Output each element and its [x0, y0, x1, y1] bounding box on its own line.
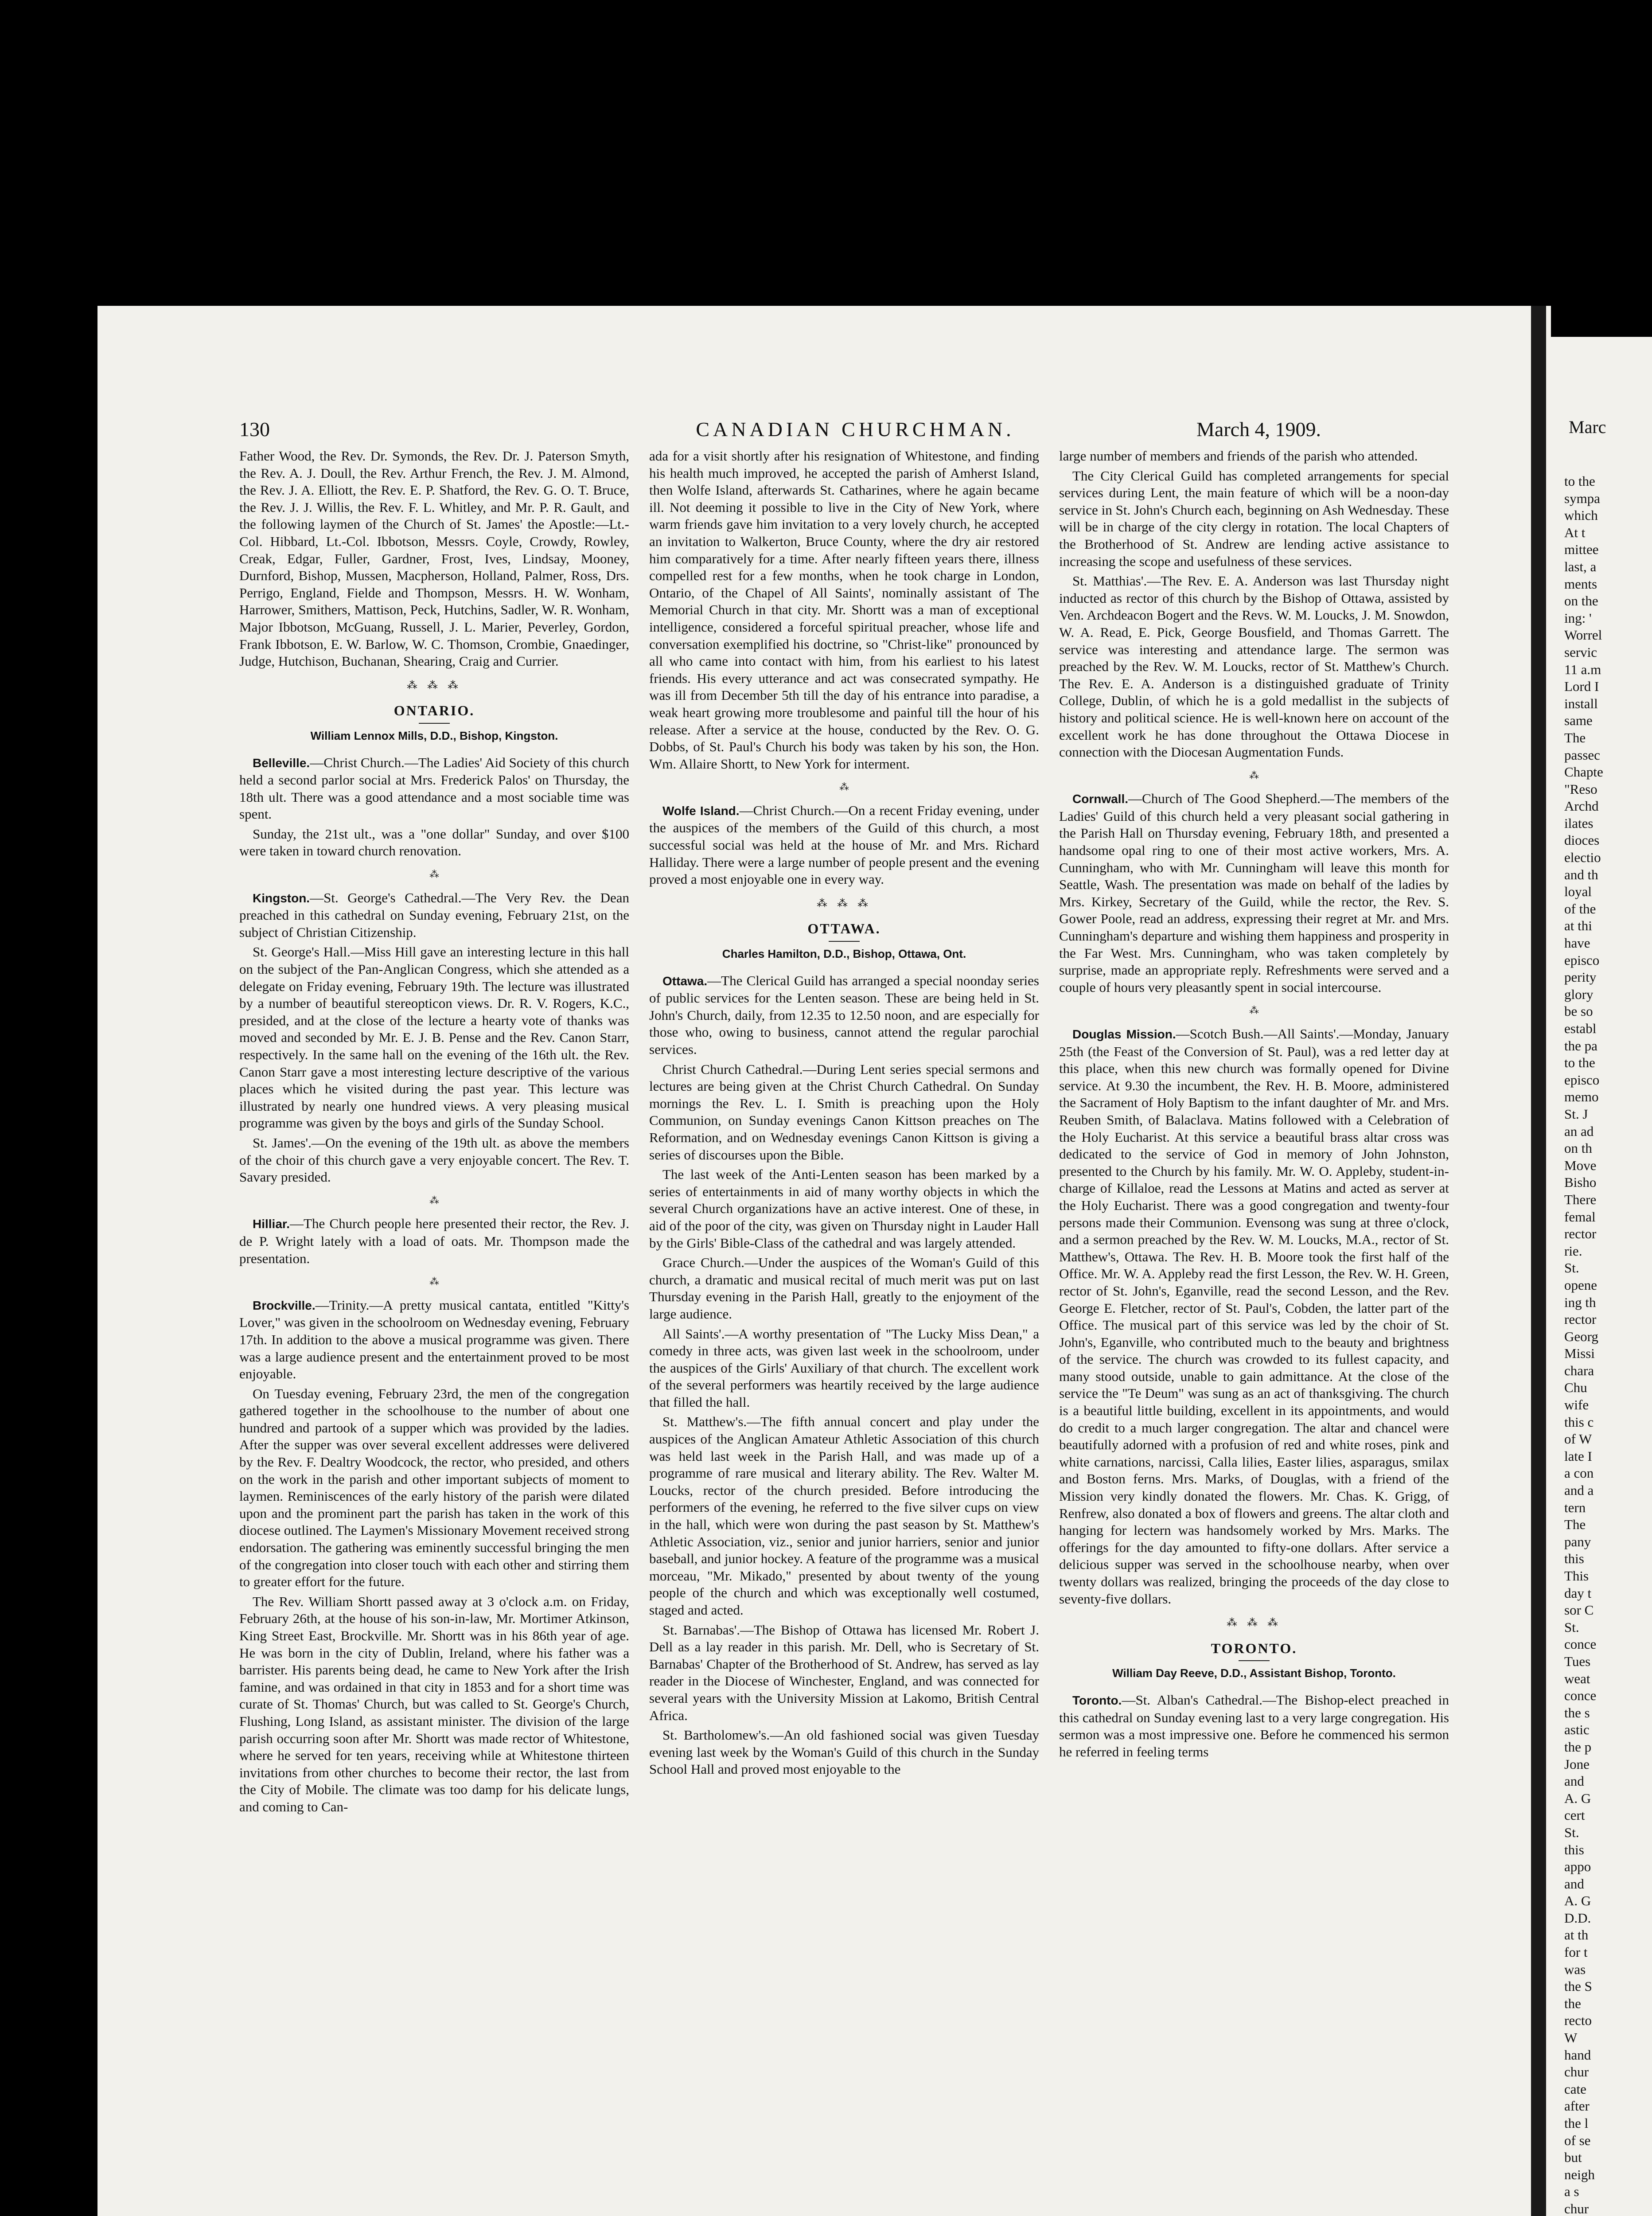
- next-page-line: tern: [1564, 1499, 1586, 1515]
- next-page-line: episco: [1564, 1072, 1600, 1088]
- page-number: 130: [239, 418, 270, 441]
- next-page-line: but: [1564, 2150, 1582, 2165]
- place-name: Cornwall.: [1072, 792, 1129, 806]
- next-page-line: servic: [1564, 644, 1597, 660]
- paragraph: large number of members and friends of the parish who attended.: [1059, 448, 1418, 464]
- next-page-line: ments: [1564, 576, 1597, 592]
- section-ornament: ⁂ ⁂ ⁂: [1227, 1617, 1282, 1629]
- next-page-line: electio: [1564, 850, 1601, 866]
- next-page-line: at th: [1564, 1927, 1589, 1943]
- next-page-line: a s: [1564, 2184, 1579, 2200]
- section-ornament: ⁂ ⁂ ⁂: [407, 679, 462, 691]
- next-page-line: The: [1564, 730, 1586, 745]
- next-page-line: This: [1564, 1568, 1589, 1584]
- next-page-line: rector: [1564, 1226, 1597, 1242]
- place-name: Belleville.: [253, 756, 310, 770]
- next-page-line: on th: [1564, 1140, 1592, 1156]
- next-page-lines: [1551, 473, 1652, 2216]
- next-page-edge: [1551, 337, 1652, 2216]
- next-page-line: The: [1564, 1517, 1586, 1533]
- next-page-line: of se: [1564, 2132, 1591, 2148]
- next-page-line: mittee: [1564, 542, 1599, 558]
- paragraph: Cornwall.—Church of The Good Shepherd.—The members of the Ladies' Guild of this church held a very pleasant social gathering in the Parish Hall on Thursday evening, February 18th, and presented a handsome opal ring to one of their most active workers, Mrs. A. Cunningham, who with Mr. Cunningham will leave this month for Seattle, Wash. The presentation was made on behalf of the ladies by Mrs. Kirkey, Secretary of the Guild, while the rector, the Rev. S. Gower Poole, read an address, expressing their regret at Mr. and Mrs. Cunningham's departure and wishing them happiness and prosperity in the Far West. Mrs. Cunningham, who was taken completely by surprise, made an appropriate reply. Refreshments were served and a couple of hours very pleasantly spent in social intercourse.: [1059, 791, 1449, 995]
- paragraph: St. Bartholomew's.—An old fashioned social was given Tuesday evening last week by the Woman's Guild of this church in the Sunday School Hall and proved most enjoyable to the: [649, 1727, 1039, 1777]
- next-page-line: have: [1564, 935, 1590, 951]
- next-page-line: chur: [1564, 2064, 1589, 2080]
- next-page-line: for t: [1564, 1944, 1588, 1960]
- paragraph: Kingston.—St. George's Cathedral.—The Very Rev. the Dean preached in this cathedral on Sunday evening, February 21st, on the subject of Christian Citizenship.: [239, 890, 629, 940]
- next-page-line: W: [1564, 2030, 1578, 2046]
- next-page-line: D.D.: [1564, 1910, 1591, 1926]
- next-page-line: "Reso: [1564, 781, 1597, 797]
- next-page-line: the pa: [1564, 1038, 1597, 1053]
- next-page-line: appo: [1564, 1859, 1591, 1875]
- paragraph: St. Barnabas'.—The Bishop of Ottawa has licensed Mr. Robert J. Dell as a lay reader in this parish. Mr. Dell, who is Secretary of St. Barnabas' Chapter of the Brotherhood of St. Andrew, has served as lay reader in the Diocese of Winchester, England, and was connected for several years with the University Mission at Lakomo, British Central Africa.: [649, 1622, 1039, 1723]
- section-heading-ontario: ONTARIO.: [394, 702, 475, 719]
- next-page-line: astic: [1564, 1722, 1590, 1738]
- paragraph: St. Matthias'.—The Rev. E. A. Anderson was last Thursday night inducted as rector of this church by the Bishop of Ottawa, assisted by Ven. Archdeacon Bogert and the Revs. W. M. Loucks, J. M. Snowdon, W. A. Read, E. Pick, George Bousfield, and Thomas Garrett. The service was interesting and attendance large. The sermon was preached by the Rev. W. M. Loucks, rector of St. Matthew's Church. The Rev. E. A. Anderson is a distinguished graduate of Trinity College, Dublin, of which he is a gold medallist in the subjects of history and political science. He is well-known here on account of the excellent work he has done throughout the Ottawa Diocese in connection with the Diocesan Augmentation Funds.: [1059, 573, 1449, 760]
- next-page-line: same: [1564, 713, 1593, 729]
- place-name: Kingston.: [253, 891, 310, 905]
- next-page-line: conce: [1564, 1688, 1597, 1704]
- next-page-line: after: [1564, 2098, 1590, 2114]
- paragraph: Ottawa.—The Clerical Guild has arranged a special noonday series of public services for the Lenten season. These are being held in St. John's Church, daily, from 12.35 to 12.50 noon, and are especially for those who, owing to business, cannot attend the regular parochial services.: [649, 972, 1039, 1057]
- next-page-line: and a: [1564, 1483, 1594, 1498]
- next-page-line: Jone: [1564, 1756, 1590, 1772]
- item-ornament: ⁂: [429, 1194, 439, 1206]
- next-page-line: which: [1564, 507, 1598, 523]
- next-page-line: A. G: [1564, 1790, 1591, 1806]
- next-page-line: Bisho: [1564, 1174, 1597, 1190]
- next-page-line: sympa: [1564, 490, 1600, 506]
- next-page-line: Lord I: [1564, 679, 1599, 694]
- paragraph: Father Wood, the Rev. Dr. Symonds, the Rev. Dr. J. Paterson Smyth, the Rev. A. J. Doull, the Rev. Arthur French, the Rev. J. M. Almond, the Rev. J. A. Elliott, the Rev. E. P. Shatford, the Rev. G. O. T. Bruce, the Rev. J. J. Willis, the Rev. F. L. Whitley, and Mr. P. R. Gault, and the following laymen of the Church of St. James' the Apostle:—Lt.-Col. Hibbard, Lt.-Col. Ibbotson, Messrs. Coyle, Crowdy, Rowley, Creak, Edgar, Fuller, Gardner, Frost, Ives, Lindsay, Mooney, Durnford, Bishop, Mussen, Macpherson, Holland, Palmer, Ross, Drs. Perrigo, England, Fielde and Thompson, Messrs. H. W. Wonham, Harrower, Smithers, Mattison, Peck, Hutchins, Sadler, W. R. Wonham, Major Ibbotson, McGuang, Russell, J. L. Marier, Peverley, Gordon, Frank Ibbotson, E. W. Barlow, W. C. Thomson, Crombie, Gnaedinger, Judge, Hutchison, Buchanan, Shearing, Craig and Currier.: [239, 448, 629, 669]
- divider: [1239, 1660, 1270, 1661]
- next-page-line: was: [1564, 1961, 1586, 1977]
- next-page-line: loyal: [1564, 884, 1592, 900]
- paragraph: Grace Church.—Under the auspices of the Woman's Guild of this church, a dramatic and musical recital of much merit was put on last Thursday evening in the Parish Hall, greatly to the enjoyment of the large audience.: [649, 1255, 1039, 1322]
- next-page-line: this: [1564, 1841, 1584, 1857]
- next-page-header: Marc: [1569, 417, 1606, 437]
- next-page-line: late I: [1564, 1448, 1592, 1464]
- next-page-line: be so: [1564, 1003, 1593, 1019]
- next-page-line: at thi: [1564, 918, 1592, 934]
- next-page-line: A. G: [1564, 1893, 1591, 1909]
- paragraph: Christ Church Cathedral.—During Lent series special sermons and lectures are being given at the Christ Church Cathedral. On Sunday mornings the Rev. L. I. Smith is preaching upon the Holy Communion, on Sunday evenings Canon Kittson preaches on The Reformation, and on Wednesday evenings Canon Kittson is giving a series of discourses upon the Bible.: [649, 1061, 1039, 1163]
- next-page-line: St. J: [1564, 1106, 1588, 1122]
- next-page-line: cate: [1564, 2081, 1586, 2097]
- next-page-line: the p: [1564, 1739, 1592, 1755]
- place-name: Toronto.: [1072, 1693, 1122, 1707]
- divider: [829, 941, 860, 942]
- next-page-line: glory: [1564, 986, 1594, 1002]
- next-page-line: ing th: [1564, 1294, 1596, 1310]
- item-ornament: ⁂: [429, 869, 439, 880]
- next-page-line: sor C: [1564, 1602, 1594, 1618]
- next-page-line: day t: [1564, 1585, 1592, 1601]
- paragraph: The last week of the Anti-Lenten season has been marked by a series of entertainments in aid of many worthy objects in which the several Church organizations have an active interest. One of these, in aid of the poor of the city, was given on Thursday night in Lauder Hall by the Girls' Bible-Class of the cathedral and was largely attended.: [649, 1167, 1039, 1251]
- paragraph: Toronto.—St. Alban's Cathedral.—The Bishop-elect preached in this cathedral on Sunday evening last to a very large congregation. His sermon was a most impressive one. Before he commenced his sermon he referred in feeling terms: [1059, 1692, 1449, 1760]
- column-3: [1059, 448, 1449, 1763]
- next-page-line: on the: [1564, 593, 1598, 609]
- next-page-line: the l: [1564, 2115, 1589, 2131]
- next-page-line: dioces: [1564, 832, 1600, 848]
- next-page-line: Archd: [1564, 798, 1599, 814]
- paragraph: On Tuesday evening, February 23rd, the men of the congregation gathered together in the schoolhouse to the number of about one hundred and partook of a supper which was provided by the ladies. After the supper was over several excellent addresses were delivered by the Rev. F. Dealtry Woodcock, the rector, who presided, and others on the work in the parish and other important subjects of moment to laymen. Reminiscences of the early history of the parish were dilated upon and the prominent part the parish has taken in the work of this diocese outlined. The Laymen's Missionary Movement received strong endorsation. The gathering was eminently successful bringing the men of the congregation into closer touch with each other and stirring them to greater effort for the future.: [239, 1385, 629, 1590]
- paragraph: Wolfe Island.—Christ Church.—On a recent Friday evening, under the auspices of the members of the Guild of this church, a most successful social was held at the house of Mr. and Mrs. Richard Halliday. There were a large number of people present and the evening proved a most enjoyable one in every way.: [649, 802, 1040, 887]
- next-page-line: Georg: [1564, 1328, 1598, 1344]
- place-name: Ottawa.: [662, 974, 708, 988]
- paragraph: Belleville.—Christ Church.—The Ladies' Aid Society of this church held a second parlor social at Mrs. Frederick Palos' on Thursday, the 18th ult. There was a good attendance and a most sociable time was spent.: [239, 754, 629, 822]
- column-1: [239, 448, 629, 1818]
- next-page-line: establ: [1564, 1021, 1597, 1036]
- place-name: Douglas Mission.: [1072, 1027, 1176, 1041]
- next-page-line: St.: [1564, 1619, 1579, 1635]
- bishop-line: William Lennox Mills, D.D., Bishop, Kingston.: [310, 729, 558, 742]
- next-page-line: to the: [1564, 1055, 1595, 1071]
- next-page-line: of the: [1564, 901, 1596, 917]
- next-page-line: to the: [1564, 473, 1595, 489]
- next-page-line: perity: [1564, 969, 1597, 985]
- next-page-line: and: [1564, 1876, 1584, 1892]
- divider: [419, 723, 450, 724]
- paragraph: Sunday, the 21st ult., was a "one dollar" Sunday, and over $100 were taken in toward church renovation.: [239, 826, 629, 859]
- next-page-line: Tues: [1564, 1653, 1591, 1669]
- next-page-line: St.: [1564, 1260, 1579, 1276]
- next-page-line: cert: [1564, 1807, 1585, 1823]
- place-name: Brockville.: [253, 1298, 316, 1312]
- paragraph: Hilliar.—The Church people here presented their rector, the Rev. J. de P. Wright lately with a load of oats. Mr. Thompson made the presentation.: [239, 1216, 629, 1266]
- next-page-line: hand: [1564, 2047, 1591, 2063]
- next-page-line: an ad: [1564, 1123, 1594, 1139]
- next-page-line: ilates: [1564, 815, 1594, 831]
- next-page-line: and: [1564, 1773, 1584, 1789]
- next-page-line: 11 a.m: [1564, 661, 1601, 677]
- paragraph: The Rev. William Shortt passed away at 3 o'clock a.m. on Friday, February 26th, at the house of his son-in-law, Mr. Mortimer Atkinson, King Street East, Brockville. Mr. Shortt was in his 86th year of age. He was born in the city of Dublin, Ireland, where his father was a barrister. His parents being dead, he came to New York after the Irish famine, and was ordained in that city in 1853 and for a short time was curate of St. Thomas' Church, but was called to St. George's Church, Flushing, Long Island, as assistant minister. The division of the large parish occurring soon after Mr. Shortt was made rector of Whitestone, where he served for ten years, receiving while at Whitestone thirteen invitations from other churches to become their rector, the last from the City of Mobile. The climate was too damp for his delicate lungs, and coming to Can-: [239, 1593, 629, 1814]
- next-page-line: weat: [1564, 1670, 1590, 1686]
- next-page-line: the S: [1564, 1978, 1592, 1994]
- next-page-line: opene: [1564, 1277, 1597, 1293]
- paragraph: All Saints'.—A worthy presentation of "The Lucky Miss Dean," a comedy in three acts, was given last week in the schoolroom, under the auspices of the Girls' Auxiliary of that church. The excellent work of the several performers was heartily received by the large audience that filled the hall.: [649, 1326, 1039, 1410]
- next-page-line: At t: [1564, 524, 1586, 540]
- next-page-line: the: [1564, 1995, 1581, 2011]
- next-page-line: last, a: [1564, 558, 1597, 574]
- paragraph: Brockville.—Trinity.—A pretty musical cantata, entitled "Kitty's Lover," was given in the schoolroom on Wednesday evening, February 17th. In addition to the above a musical programme was given. There was a large audience present and the entertainment proved to be most enjoyable.: [239, 1297, 629, 1382]
- page-gutter: [1531, 306, 1546, 2216]
- next-page-line: the s: [1564, 1705, 1590, 1721]
- next-page-line: St.: [1564, 1824, 1579, 1840]
- column-2: [649, 448, 1039, 1781]
- item-ornament: ⁂: [839, 781, 849, 793]
- next-page-line: of W: [1564, 1431, 1592, 1447]
- next-page-line: chara: [1564, 1362, 1594, 1378]
- next-page-line: Move: [1564, 1157, 1597, 1173]
- next-page-line: femal: [1564, 1209, 1596, 1225]
- next-page-line: Chapte: [1564, 764, 1603, 780]
- paragraph: St. Matthew's.—The fifth annual concert and play under the auspices of the Anglican Amateur Athletic Association of this church was held last week in the Parish Hall, and was made up of a programme of rare musical and literary ability. The Rev. Walter M. Loucks, rector of the church presided. Before introducing the performers of the evening, he referred to the five silver cups on view in the hall, which were won during the past season by St. Matthew's Athletic Association, viz., senior and junior harriers, senior and junior baseball, and junior hockey. A feature of the programme was a musical morceau, "Mr. Mikado," presented by about twenty of the young people of the church and which was exceptionally well costumed, staged and acted.: [649, 1414, 1039, 1618]
- next-page-line: passec: [1564, 747, 1600, 763]
- bishop-line: William Day Reeve, D.D., Assistant Bishop, Toronto.: [1112, 1666, 1396, 1680]
- next-page-line: and th: [1564, 866, 1598, 882]
- paragraph: The City Clerical Guild has completed arrangements for special services during Lent, the main feature of which will be a noon-day service in St. John's Church each, beginning on Ash Wednesday. These will be in charge of the city clergy in rotation. The local Chapters of the Brotherhood of St. Andrew are lending active assistance to increasing the scope and usefulness of these services.: [1059, 468, 1449, 569]
- section-heading-toronto: TORONTO.: [1211, 1640, 1297, 1656]
- next-page-line: a con: [1564, 1465, 1594, 1481]
- next-page-line: rie.: [1564, 1243, 1582, 1259]
- item-ornament: ⁂: [1249, 769, 1259, 781]
- paragraph: St. George's Hall.—Miss Hill gave an interesting lecture in this hall on the subject of the Pan-Anglican Congress, which she attended as a delegate on Friday evening, February 19th. The lecture was illustrated by a number of beautiful stereopticon views. Dr. R. V. Rogers, K.C., presided, and at the close of the lecture a hearty vote of thanks was moved and seconded by Mr. E. J. B. Pense and the Rev. Canon Starr, respectively. In the same hall on the evening of the 16th ult. the Rev. Canon Starr gave a most interesting lecture descriptive of the various places which he visited during the past year. This lecture was illustrated by nearly one hundred views. A very pleasing musical programme was given by the boys and girls of the Sunday School.: [239, 944, 629, 1131]
- next-page-line: pany: [1564, 1533, 1591, 1549]
- item-ornament: ⁂: [1249, 1005, 1259, 1016]
- place-name: Wolfe Island.: [662, 804, 740, 818]
- next-page-line: conce: [1564, 1636, 1597, 1652]
- next-page-line: rector: [1564, 1311, 1597, 1327]
- next-page-line: this: [1564, 1551, 1584, 1567]
- bishop-line: Charles Hamilton, D.D., Bishop, Ottawa, Ont.: [722, 947, 966, 961]
- next-page-line: Chu: [1564, 1380, 1587, 1396]
- section-ornament: ⁂ ⁂ ⁂: [817, 897, 872, 909]
- next-page-line: memo: [1564, 1089, 1599, 1105]
- next-page-line: ing: ': [1564, 610, 1592, 626]
- next-page-line: episco: [1564, 952, 1600, 968]
- next-page-line: Missi: [1564, 1346, 1595, 1362]
- item-ornament: ⁂: [429, 1276, 439, 1287]
- next-page-line: wife: [1564, 1397, 1589, 1413]
- next-page-line: install: [1564, 695, 1598, 711]
- masthead-title: CANADIAN CHURCHMAN.: [696, 418, 1015, 441]
- next-page-line: recto: [1564, 2013, 1592, 2029]
- issue-date: March 4, 1909.: [1196, 418, 1321, 441]
- paragraph: Douglas Mission.—Scotch Bush.—All Saints'.—Monday, January 25th (the Feast of the Conversion of St. Paul), was a red letter day at this place, when this new church was formally opened for Divine service. At 9.30 the incumbent, the Rev. H. B. Moore, administered the Sacrament of Holy Baptism to the infant daughter of Mr. and Mrs. Reuben Smith, of Balaclava. Matins followed with a Celebration of the Holy Eucharist. At this service a beautiful brass altar cross was dedicated to the service of God in memory of John Johnston, presented to the Church by his family. Mr. W. O. Appleby, student-in-charge of Killaloe, read the Lessons at Matins and acted as server at the Holy Eucharist. There was a good congregation and twenty-four persons made their Communion. Evensong was sung at three o'clock, and a sermon preached by the Rev. W. M. Loucks, M.A., rector of St. Matthew's, Ottawa. The Rev. H. B. Moore took the first half of the Office. Mr. W. A. Appleby read the first Lesson, the Rev. W. H. Green, rector of St. John's, Eganville, read the second Lesson, and the Rev. George E. Fletcher, rector of St. Paul's, Cobden, the latter part of the Office. The musical part of this service was led by the choir of St. John's, Eganville, who contributed much to the beauty and brightness of the service. The church was crowded to its fullest capacity, and many stood outside, unable to gain admittance. At the close of the service the "Te Deum" was sung as an act of thanksgiving. The church is a beautiful little building, excellent in its appointments, and would do credit to a much larger congregation. The altar and chancel were beautifully adorned with a profusion of red and white roses, pink and white carnations, narcissi, Calla lilies, Easter lilies, asparagus, smilax and Boston ferns. Mrs. Marks, of Douglas, with a friend of the Mission very kindly donated the flowers. Mr. Chas. K. Grigg, of Renfrew, also donated a box of flowers and greens. The altar cloth and hanging for lectern was handsomely worked by Mrs. Marks. The offerings for the day amounted to fifty-one dollars. After service a delicious supper was served in the schoolhouse nearby, when over twenty dollars was realized, bringing the proceeds of the day close to seventy-five dollars.: [1059, 1026, 1449, 1607]
- next-page-line: this c: [1564, 1414, 1594, 1430]
- paragraph: St. James'.—On the evening of the 19th ult. as above the members of the choir of this church gave a very enjoyable concert. The Rev. T. Savary presided.: [239, 1135, 629, 1185]
- next-page-line: Worrel: [1564, 627, 1602, 643]
- next-page-line: chur: [1564, 2200, 1589, 2216]
- next-page-line: neigh: [1564, 2166, 1595, 2182]
- paragraph: ada for a visit shortly after his resignation of Whitestone, and finding his health much improved, he accepted the parish of Amherst Island, then Wolfe Island, afterwards St. Catharines, where he again became ill. Not deeming it possible to live in the City of New York, where warm friends gave him invitation to a very lovely church, he accepted an invitation to Walkerton, Bruce County, where the dry air restored him comparatively for a time. After nearly fifteen years there, illness compelled rest for a few months, when he took charge in London, Ontario, of the Chapel of All Saints', nominally assistant of The Memorial Church in that city. Mr. Shortt was a man of exceptional intelligence, considered a forceful spiritual preacher, whose life and conversation exemplified his doctrine, so "Christ-like" pronounced by all who came into contact with him, from his earliest to his latest friends. His every utterance and act was consecrated sympathy. He was ill from December 5th till the day of his entrance into paradise, a weak heart growing more troublesome and painful till the hour of his release. After a service at the house, conducted by the Rev. O. G. Dobbs, of St. Paul's Church his body was taken by his son, the Hon. Wm. Allaire Shortt, to New York for interment.: [649, 448, 1039, 772]
- place-name: Hilliar.: [253, 1217, 290, 1231]
- next-page-line: There: [1564, 1191, 1597, 1207]
- section-heading-ottawa: OTTAWA.: [807, 921, 881, 937]
